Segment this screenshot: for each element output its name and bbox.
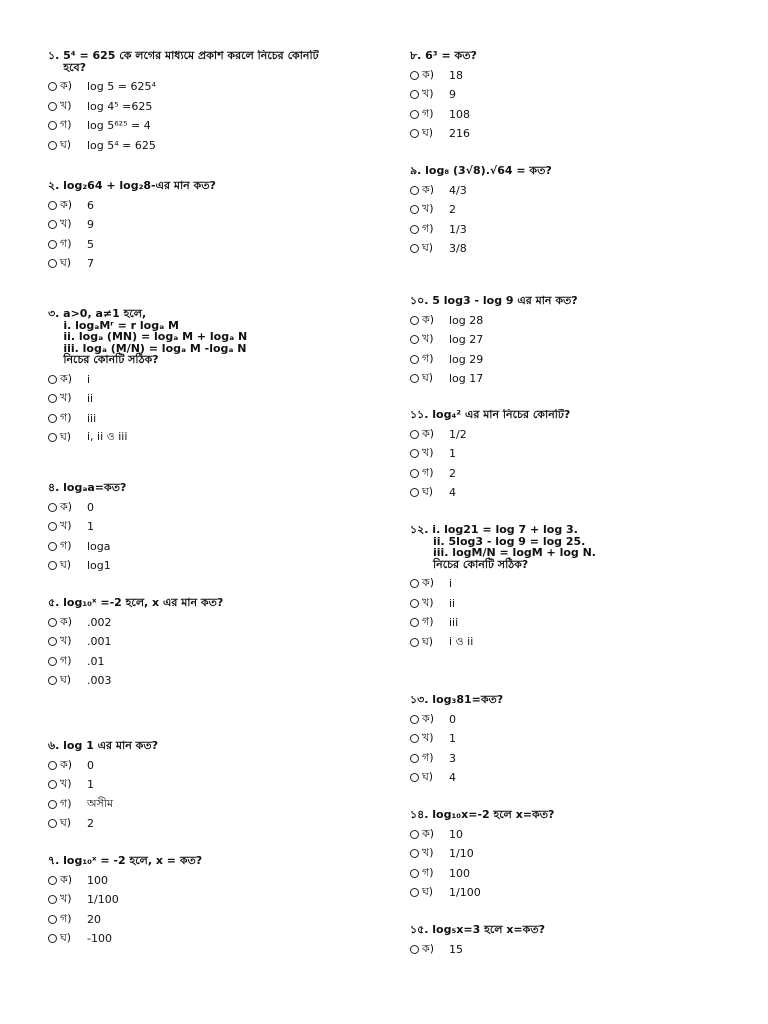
option-text: 2: [87, 817, 94, 831]
option-text: 1/100: [449, 886, 481, 900]
option-ga[interactable]: [410, 220, 750, 240]
option-kha[interactable]: [410, 844, 750, 864]
question-13: [410, 694, 750, 788]
option-text: log 29: [449, 352, 484, 366]
option-label: গ): [60, 538, 72, 552]
option-kha[interactable]: [48, 632, 388, 652]
radio-circle-icon[interactable]: [410, 205, 419, 214]
option-label: ক): [422, 67, 434, 81]
option-text: log 27: [449, 333, 484, 347]
radio-circle-icon[interactable]: [48, 819, 57, 828]
option-text: 4/3: [449, 183, 467, 197]
radio-circle-icon[interactable]: [48, 876, 57, 885]
radio-circle-icon[interactable]: [410, 849, 419, 858]
option-label: ক): [60, 757, 72, 771]
option-text: 10: [449, 827, 463, 841]
question-2: [48, 180, 388, 274]
option-label: ক): [422, 312, 434, 326]
option-label: গ): [422, 865, 434, 879]
option-label: খ): [60, 777, 72, 791]
option-text: 3: [449, 751, 456, 765]
radio-circle-icon[interactable]: [48, 259, 57, 268]
radio-circle-icon[interactable]: [48, 761, 57, 770]
radio-circle-icon[interactable]: [410, 599, 419, 608]
option-label: গ): [422, 351, 434, 365]
option-kha[interactable]: [48, 215, 388, 235]
radio-circle-icon[interactable]: [48, 394, 57, 403]
option-text: log 4⁵ =625: [87, 99, 153, 113]
option-label: গ): [422, 615, 434, 629]
question-title: ১. 5⁴ = 625 কে লগের মাধ্যমে প্রকাশ করলে নিচের কোনটি হবে?: [48, 50, 319, 73]
option-text: .01: [87, 654, 105, 668]
option-label: ঘ): [422, 885, 434, 899]
option-ga[interactable]: [48, 409, 388, 429]
radio-circle-icon[interactable]: [48, 915, 57, 924]
option-label: খ): [60, 98, 72, 112]
radio-circle-icon[interactable]: [410, 225, 419, 234]
option-label: ক): [60, 499, 72, 513]
option-ka[interactable]: [410, 940, 750, 960]
option-text: 18: [449, 68, 463, 82]
option-kha[interactable]: [48, 775, 388, 795]
option-label: ঘ): [60, 673, 72, 687]
question-title: ৬. log 1 এর মান কত?: [48, 740, 158, 752]
option-label: ঘ): [422, 634, 434, 648]
question-title: ১৩. log₃81=কত?: [410, 694, 504, 706]
option-ka[interactable]: [48, 498, 388, 518]
option-text: 1/10: [449, 847, 474, 861]
option-label: ঘ): [60, 816, 72, 830]
option-label: খ): [422, 446, 434, 460]
option-text: log1: [87, 559, 111, 573]
option-text: 1: [87, 778, 94, 792]
option-kha[interactable]: [410, 85, 750, 105]
option-label: গ): [422, 221, 434, 235]
option-label: ক): [60, 197, 72, 211]
option-label: ঘ): [60, 430, 72, 444]
option-label: ঘ): [422, 485, 434, 499]
option-kha[interactable]: [410, 330, 750, 350]
option-text: 9: [87, 218, 94, 232]
question-title: ১৪. log₁₀x=-2 হলে x=কত?: [410, 809, 555, 821]
option-ka[interactable]: [410, 574, 750, 594]
option-ga[interactable]: [410, 464, 750, 484]
option-text: 2: [449, 203, 456, 217]
radio-circle-icon[interactable]: [48, 637, 57, 646]
option-label: খ): [60, 217, 72, 231]
option-ga[interactable]: [410, 749, 750, 769]
question-title: ৮. 6³ = কত?: [410, 50, 477, 62]
question-7: [48, 855, 388, 949]
radio-circle-icon[interactable]: [410, 374, 419, 383]
option-ka[interactable]: [48, 370, 388, 390]
question-14: [410, 809, 750, 903]
option-label: খ): [422, 202, 434, 216]
radio-circle-icon[interactable]: [48, 800, 57, 809]
option-ga[interactable]: [48, 795, 388, 815]
option-ka[interactable]: [48, 613, 388, 633]
option-label: ক): [60, 371, 72, 385]
option-gha[interactable]: [410, 633, 750, 653]
option-text: .003: [87, 674, 112, 688]
radio-circle-icon[interactable]: [48, 895, 57, 904]
question-11: [410, 409, 750, 503]
option-text: .001: [87, 635, 112, 649]
option-text: 4: [449, 771, 456, 785]
option-label: খ): [60, 519, 72, 533]
option-text: 108: [449, 107, 470, 121]
option-text: ii: [87, 392, 94, 406]
radio-circle-icon[interactable]: [410, 734, 419, 743]
option-label: ক): [422, 576, 434, 590]
question-6: [48, 740, 388, 834]
option-gha[interactable]: [410, 239, 750, 259]
option-gha[interactable]: [48, 929, 388, 949]
option-gha[interactable]: [48, 814, 388, 834]
option-gha[interactable]: [48, 556, 388, 576]
option-ga[interactable]: [410, 350, 750, 370]
option-text: 15: [449, 942, 463, 956]
option-text: 0: [87, 758, 94, 772]
question-title: ৪. logₐa=কত?: [48, 482, 127, 494]
question-5: [48, 597, 388, 691]
option-text: 1: [449, 447, 456, 461]
option-label: গ): [60, 410, 72, 424]
option-label: ঘ): [422, 371, 434, 385]
radio-circle-icon[interactable]: [410, 715, 419, 724]
option-text: log 5⁴ = 625: [87, 138, 156, 152]
option-label: খ): [60, 391, 72, 405]
radio-circle-icon[interactable]: [48, 141, 57, 150]
radio-circle-icon[interactable]: [48, 102, 57, 111]
option-ga[interactable]: [48, 652, 388, 672]
option-label: খ): [422, 332, 434, 346]
option-text: 216: [449, 127, 470, 141]
option-gha[interactable]: [48, 428, 388, 448]
radio-circle-icon[interactable]: [48, 240, 57, 249]
radio-circle-icon[interactable]: [410, 335, 419, 344]
radio-circle-icon[interactable]: [48, 657, 57, 666]
option-label: ঘ): [422, 126, 434, 140]
radio-circle-icon[interactable]: [410, 638, 419, 647]
radio-circle-icon[interactable]: [48, 542, 57, 551]
radio-circle-icon[interactable]: [410, 579, 419, 588]
radio-circle-icon[interactable]: [410, 754, 419, 763]
option-label: গ): [60, 653, 72, 667]
option-gha[interactable]: [48, 254, 388, 274]
option-kha[interactable]: [48, 389, 388, 409]
option-text: 0: [87, 500, 94, 514]
option-text: 1/100: [87, 893, 119, 907]
option-text: 1/3: [449, 222, 467, 236]
option-label: গ): [60, 911, 72, 925]
option-label: ঘ): [60, 931, 72, 945]
option-label: ঘ): [60, 256, 72, 270]
radio-circle-icon[interactable]: [48, 676, 57, 685]
question-title: ১২. i. log21 = log 7 + log 3. ii. 5log3 - log 9 = log 25. iii. logM/N = logM + log N. নিচের কোনটি সঠিক?: [410, 524, 596, 570]
question-8: [410, 50, 750, 144]
option-text: 0: [449, 712, 456, 726]
radio-circle-icon[interactable]: [410, 488, 419, 497]
option-label: গ): [60, 118, 72, 132]
option-text: অসীম: [87, 796, 114, 810]
question-4: [48, 482, 388, 576]
option-label: ঘ): [60, 137, 72, 151]
option-ka[interactable]: [48, 196, 388, 216]
question-title: ১৫. log₅x=3 হলে x=কত?: [410, 924, 545, 936]
question-9: [410, 165, 750, 259]
radio-circle-icon[interactable]: [48, 561, 57, 570]
option-label: ঘ): [422, 241, 434, 255]
radio-circle-icon[interactable]: [410, 129, 419, 138]
option-label: ক): [422, 941, 434, 955]
option-text: 5: [87, 237, 94, 251]
radio-circle-icon[interactable]: [48, 503, 57, 512]
option-ga[interactable]: [48, 537, 388, 557]
radio-circle-icon[interactable]: [48, 618, 57, 627]
option-text: 1/2: [449, 427, 467, 441]
option-label: ক): [422, 826, 434, 840]
option-text: iii: [87, 411, 97, 425]
option-label: গ): [422, 750, 434, 764]
radio-circle-icon[interactable]: [410, 90, 419, 99]
option-text: log 5 = 625⁴: [87, 80, 156, 94]
option-label: ক): [422, 711, 434, 725]
option-text: log 17: [449, 372, 484, 386]
option-ga[interactable]: [48, 235, 388, 255]
option-ga[interactable]: [48, 116, 388, 136]
option-gha[interactable]: [410, 768, 750, 788]
radio-circle-icon[interactable]: [410, 945, 419, 954]
option-label: ক): [60, 614, 72, 628]
option-label: ঘ): [422, 770, 434, 784]
option-label: ক): [60, 79, 72, 93]
question-15: [410, 924, 750, 959]
radio-circle-icon[interactable]: [410, 888, 419, 897]
option-kha[interactable]: [410, 594, 750, 614]
option-ka[interactable]: [410, 66, 750, 86]
radio-circle-icon[interactable]: [48, 433, 57, 442]
radio-circle-icon[interactable]: [410, 449, 419, 458]
radio-circle-icon[interactable]: [48, 780, 57, 789]
option-ga[interactable]: [410, 864, 750, 884]
option-label: ক): [422, 182, 434, 196]
option-label: ঘ): [60, 558, 72, 572]
option-kha[interactable]: [48, 517, 388, 537]
radio-circle-icon[interactable]: [410, 355, 419, 364]
radio-circle-icon[interactable]: [48, 934, 57, 943]
option-text: -100: [87, 932, 112, 946]
radio-circle-icon[interactable]: [410, 830, 419, 839]
option-text: 100: [87, 873, 108, 887]
option-kha[interactable]: [410, 200, 750, 220]
radio-circle-icon[interactable]: [48, 121, 57, 130]
radio-circle-icon[interactable]: [410, 430, 419, 439]
option-text: loga: [87, 539, 111, 553]
option-ka[interactable]: [410, 181, 750, 201]
radio-circle-icon[interactable]: [410, 469, 419, 478]
radio-circle-icon[interactable]: [48, 220, 57, 229]
option-text: 3/8: [449, 242, 467, 256]
question-title: ৯. log₈ (3√8).√64 = কত?: [410, 165, 552, 177]
option-ka[interactable]: [410, 311, 750, 331]
radio-circle-icon[interactable]: [410, 773, 419, 782]
option-gha[interactable]: [48, 671, 388, 691]
option-kha[interactable]: [410, 444, 750, 464]
option-text: 1: [449, 732, 456, 746]
option-text: i: [87, 372, 91, 386]
option-label: খ): [422, 731, 434, 745]
option-ka[interactable]: [410, 710, 750, 730]
radio-circle-icon[interactable]: [410, 186, 419, 195]
option-ga[interactable]: [410, 105, 750, 125]
question-title: ২. log₂64 + log₂8-এর মান কত?: [48, 180, 216, 192]
option-label: গ): [60, 236, 72, 250]
question-title: ১০. 5 log3 - log 9 এর মান কত?: [410, 295, 578, 307]
radio-circle-icon[interactable]: [410, 110, 419, 119]
option-ka[interactable]: [48, 77, 388, 97]
radio-circle-icon[interactable]: [48, 414, 57, 423]
radio-circle-icon[interactable]: [48, 82, 57, 91]
option-label: গ): [422, 465, 434, 479]
option-text: i: [449, 577, 453, 591]
option-text: 2: [449, 466, 456, 480]
option-label: ক): [60, 872, 72, 886]
option-text: log 5⁶²⁵ = 4: [87, 119, 151, 133]
option-label: খ): [422, 87, 434, 101]
question-title: ৩. a>0, a≠1 হলে, i. logₐMʳ = r logₐ M ii. logₐ (MN) = logₐ M + logₐ N iii. logₐ (M/N) = logₐ M -logₐ N নিচের কোনটি সঠিক?: [48, 308, 248, 366]
option-gha[interactable]: [48, 136, 388, 156]
option-kha[interactable]: [48, 97, 388, 117]
radio-circle-icon[interactable]: [410, 71, 419, 80]
question-title: ১১. log₄² এর মান নিচের কোনটি?: [410, 409, 571, 421]
option-label: খ): [422, 846, 434, 860]
option-kha[interactable]: [48, 890, 388, 910]
option-text: ii: [449, 596, 456, 610]
question-title: ৫. log₁₀ˣ =-2 হলে, x এর মান কত?: [48, 597, 224, 609]
option-gha[interactable]: [410, 124, 750, 144]
question-1: [48, 50, 388, 155]
option-text: 20: [87, 912, 101, 926]
option-ga[interactable]: [48, 910, 388, 930]
question-title: ৭. log₁₀ˣ = -2 হলে, x = কত?: [48, 855, 203, 867]
option-text: i ও ii: [449, 634, 474, 648]
option-text: 100: [449, 866, 470, 880]
option-kha[interactable]: [410, 729, 750, 749]
radio-circle-icon[interactable]: [410, 869, 419, 878]
option-text: .002: [87, 615, 112, 629]
option-text: 9: [449, 88, 456, 102]
option-text: 1: [87, 520, 94, 534]
option-label: গ): [60, 796, 72, 810]
option-label: খ): [60, 634, 72, 648]
option-label: খ): [60, 892, 72, 906]
option-text: log 28: [449, 313, 484, 327]
option-gha[interactable]: [410, 483, 750, 503]
radio-circle-icon[interactable]: [48, 375, 57, 384]
option-ka[interactable]: [48, 756, 388, 776]
radio-circle-icon[interactable]: [48, 201, 57, 210]
radio-circle-icon[interactable]: [410, 244, 419, 253]
option-ka[interactable]: [48, 871, 388, 891]
question-12: [410, 524, 750, 652]
radio-circle-icon[interactable]: [410, 618, 419, 627]
option-gha[interactable]: [410, 369, 750, 389]
radio-circle-icon[interactable]: [410, 316, 419, 325]
question-3: [48, 308, 388, 448]
option-ka[interactable]: [410, 425, 750, 445]
option-ka[interactable]: [410, 825, 750, 845]
radio-circle-icon[interactable]: [48, 522, 57, 531]
option-text: 4: [449, 486, 456, 500]
option-text: iii: [449, 616, 459, 630]
option-text: 7: [87, 257, 94, 271]
option-label: গ): [422, 106, 434, 120]
option-text: 6: [87, 198, 94, 212]
question-10: [410, 295, 750, 389]
option-label: খ): [422, 595, 434, 609]
option-label: ক): [422, 426, 434, 440]
option-gha[interactable]: [410, 883, 750, 903]
option-ga[interactable]: [410, 613, 750, 633]
option-text: i, ii ও iii: [87, 430, 128, 444]
